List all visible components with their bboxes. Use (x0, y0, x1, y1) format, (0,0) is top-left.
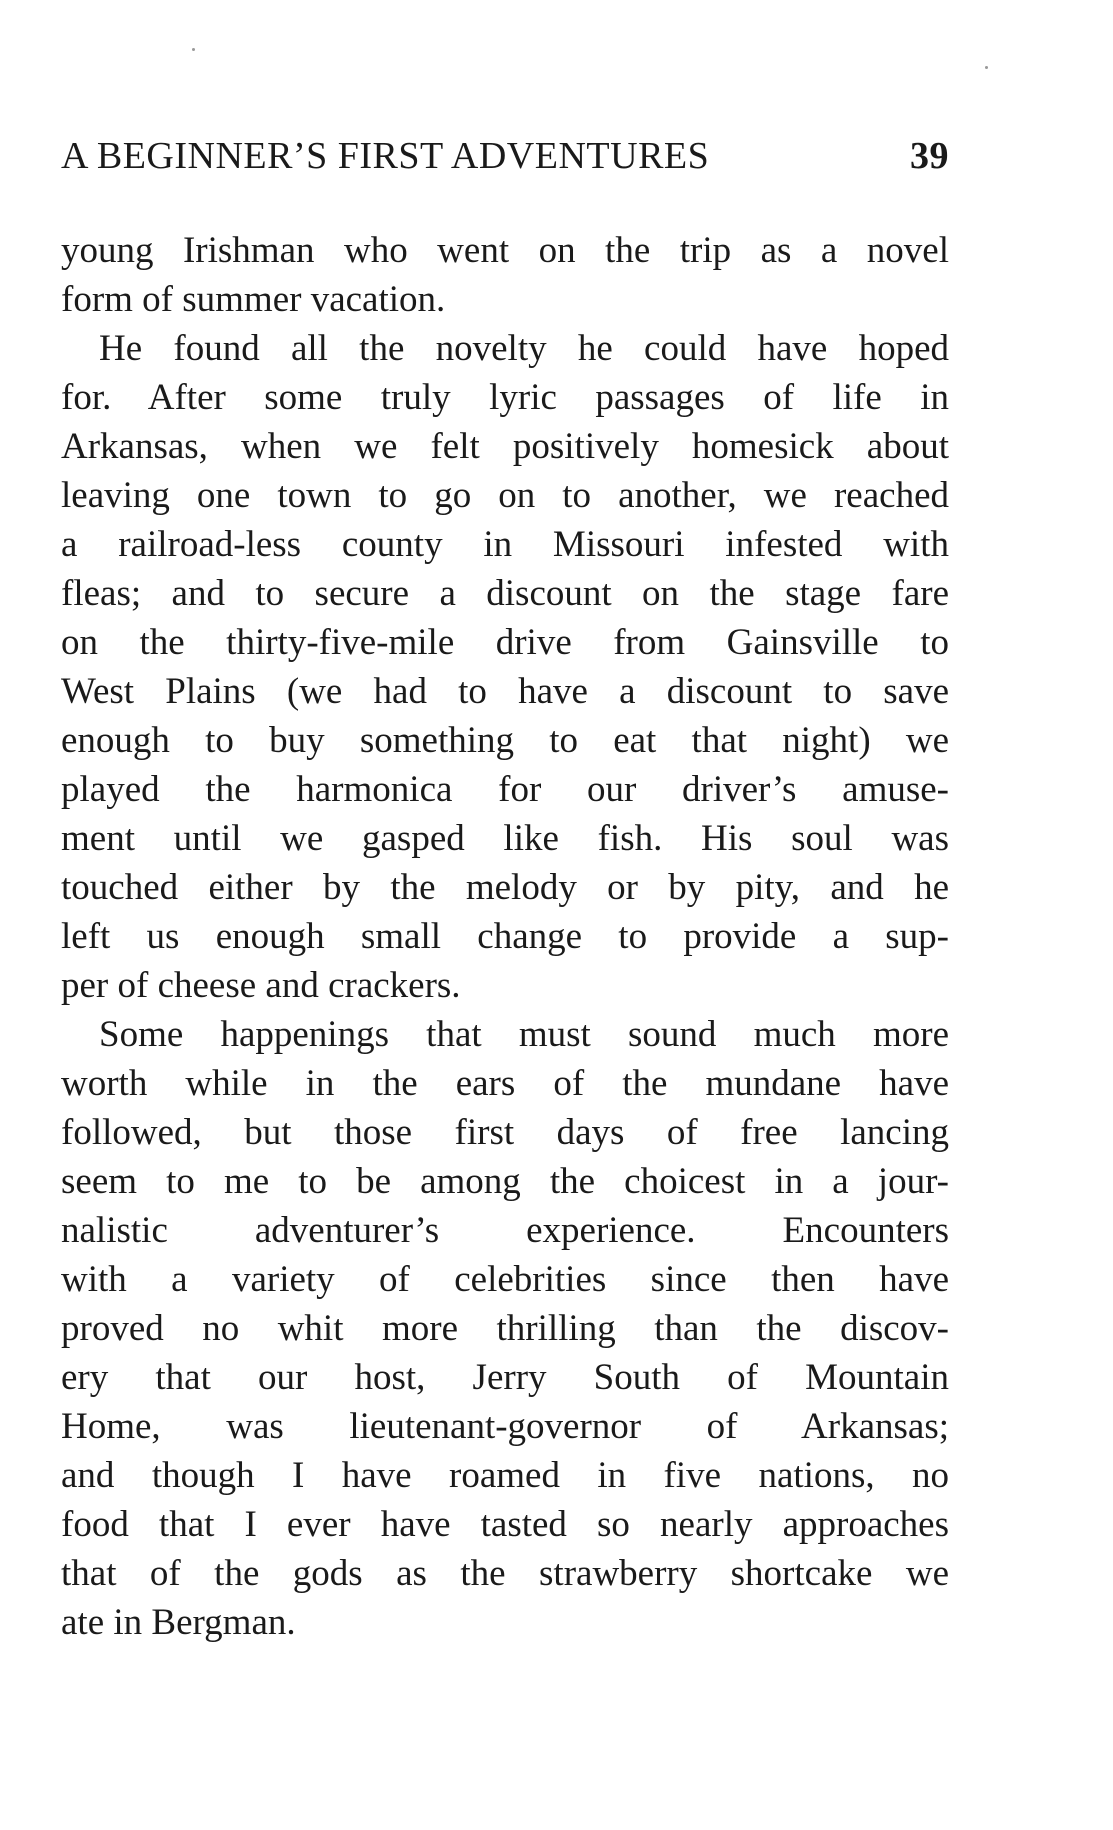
text-line: Arkansas, when we felt positively homesick about (61, 426, 949, 467)
text-line: left us enough small change to provide a sup- (61, 916, 949, 957)
text-line: for. After some truly lyric passages of life in (61, 377, 949, 418)
running-head-title: A BEGINNER’S FIRST ADVENTURES (61, 135, 710, 177)
paragraph-1 (61, 226, 949, 324)
text-line: ment until we gasped like fish. His soul was (61, 818, 949, 859)
text-line: West Plains (we had to have a discount to save (61, 671, 949, 712)
page-number: 39 (910, 135, 949, 177)
text-line: touched either by the melody or by pity, and he (61, 867, 949, 908)
text-line: followed, but those first days of free lancing (61, 1112, 949, 1153)
text-line: proved no whit more thrilling than the discov- (61, 1308, 949, 1349)
text-line: and though I have roamed in five nations, no (61, 1455, 949, 1496)
text-line: ery that our host, Jerry South of Mountain (61, 1357, 949, 1398)
text-line: with a variety of celebrities since then have (61, 1259, 949, 1300)
paper-speck (192, 48, 195, 51)
text-line: He found all the novelty he could have hoped (99, 328, 949, 369)
text-line: a railroad-less county in Missouri infested with (61, 524, 949, 565)
text-line: seem to me to be among the choicest in a jour- (61, 1161, 949, 1202)
text-line: on the thirty-five-mile drive from Gainsville to (61, 622, 949, 663)
text-line: played the harmonica for our driver’s amuse- (61, 769, 949, 810)
text-line: leaving one town to go on to another, we reached (61, 475, 949, 516)
text-line: that of the gods as the strawberry shortcake we (61, 1553, 949, 1594)
book-page (61, 0, 949, 1830)
paragraph-3 (61, 1010, 949, 1647)
text-line: Some happenings that must sound much more (99, 1014, 949, 1055)
text-line: food that I ever have tasted so nearly approaches (61, 1504, 949, 1545)
paper-speck (985, 66, 988, 69)
text-line: nalistic adventurer’s experience. Encounters (61, 1210, 949, 1251)
text-line: form of summer vacation. (61, 279, 446, 320)
text-line: ate in Bergman. (61, 1602, 296, 1643)
running-head (61, 134, 949, 178)
text-line: Home, was lieutenant-governor of Arkansas; (61, 1406, 949, 1447)
text-line: fleas; and to secure a discount on the stage fare (61, 573, 949, 614)
text-line: per of cheese and crackers. (61, 965, 461, 1006)
paragraph-2 (61, 324, 949, 1010)
text-line: young Irishman who went on the trip as a novel (61, 230, 949, 271)
text-line: worth while in the ears of the mundane have (61, 1063, 949, 1104)
text-line: enough to buy something to eat that night) we (61, 720, 949, 761)
body-text (61, 226, 949, 1647)
